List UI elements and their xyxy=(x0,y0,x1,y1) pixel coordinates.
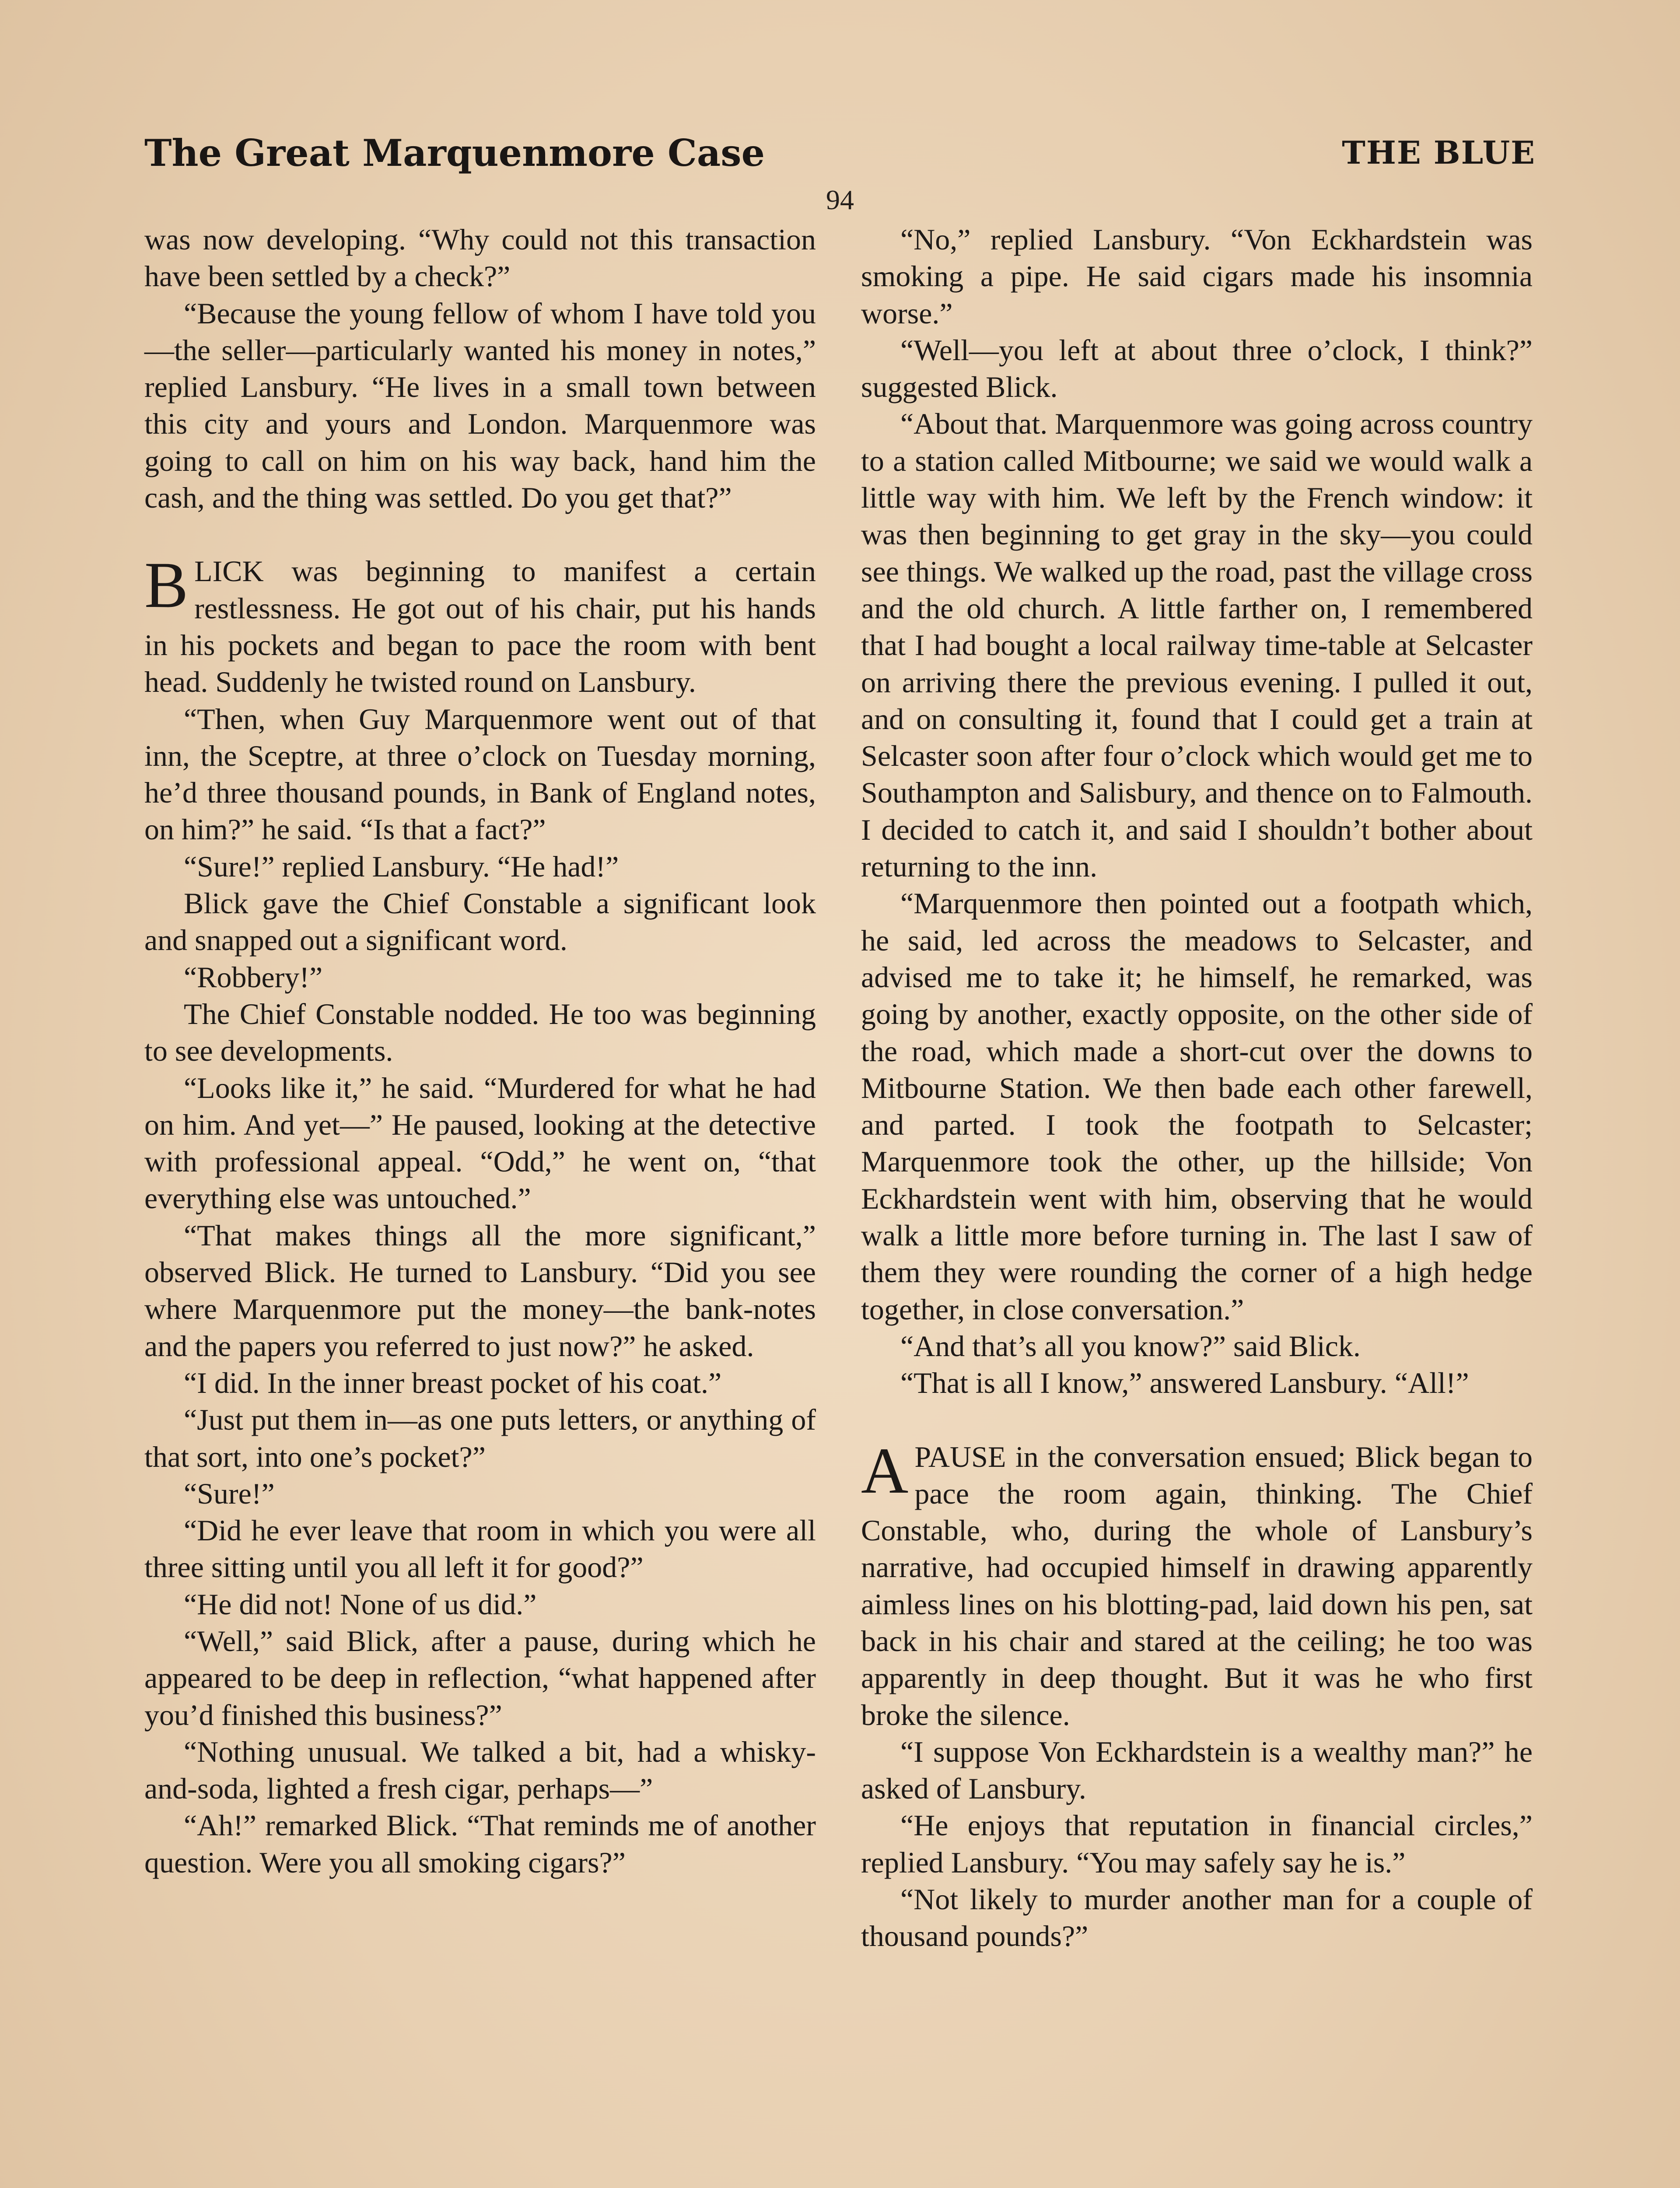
paragraph: “And that’s all you know?” said Blick. xyxy=(900,1329,1361,1363)
paragraph: “Looks like it,” he said. “Murdered for what he had on him. And yet—” He paused, looking at the detective with professional appeal. “Odd,” he went on, “that everything else was untouched.” xyxy=(144,1071,816,1215)
paragraph: “Because the young fellow of whom I have told you—the seller—particularly wanted his money in notes,” replied Lansbury. “He lives in a small town between this city and yours and London. Marquenmore was going to call on him on his way back, hand him the cash, and the thing was settled. Do you get that?” xyxy=(144,296,816,515)
paragraph: “No,” replied Lansbury. “Von Eckhardstein was smoking a pipe. He said cigars made his insomnia worse.” xyxy=(861,223,1533,330)
paragraph: “Nothing unusual. We talked a bit, had a whisky-and-soda, lighted a fresh cigar, perhaps—” xyxy=(144,1735,816,1806)
paragraph: “He did not! None of us did.” xyxy=(184,1587,537,1621)
paragraph: “That makes things all the more significant,” observed Blick. He turned to Lansbury. “Did you see where Marquenmore put the money—the bank-notes and the papers you referred to just now?” he asked. xyxy=(144,1218,816,1363)
story-title: The Great Marquenmore Case xyxy=(144,131,765,175)
paragraph-text: LICK was beginning to manifest a certain restlessness. He got out of his chair, put his hands in his pockets and began to pace the room with bent head. Suddenly he twisted round on Lansbury. xyxy=(144,554,816,699)
paragraph: was now developing. “Why could not this transaction have been settled by a check?” xyxy=(144,223,816,293)
paragraph: “That is all I know,” answered Lansbury. “All!” xyxy=(900,1366,1469,1400)
running-header xyxy=(144,131,1536,193)
paragraph: “He enjoys that reputation in financial circles,” replied Lansbury. “You may safely say he is.” xyxy=(861,1809,1533,1879)
paragraph: “Did he ever leave that room in which you were all three sitting until you all left it for good?” xyxy=(144,1514,816,1584)
paragraph: “Robbery!” xyxy=(184,960,323,994)
left-column xyxy=(144,221,816,1881)
paragraph: “I suppose Von Eckhardstein is a wealthy man?” he asked of Lansbury. xyxy=(861,1735,1533,1806)
section-opening-paragraph xyxy=(144,549,816,700)
paragraph: “Marquenmore then pointed out a footpath which, he said, led across the meadows to Selcaster, and advised me to take it; he himself, he remarked, was going by another, exactly opposite, on the other side of the road, which made a short-cut over the downs to Mitbourne Station. We then bade each other farewell, and parted. I took the footpath to Selcaster; Marquenmore took the other, up the hillside; Von Eckhardstein went with him, observing that he would walk a little more before turning in. The last I saw of them they were rounding the corner of a high hedge together, in close conversation.” xyxy=(861,887,1533,1326)
paragraph: “About that. Marquenmore was going across country to a station called Mitbourne; we said we would walk a little way with him. We left by the French window: it was then beginning to get gray in the sky—you could see things. We walked up the road, past the village cross and the old church. A little farther on, I remembered that I had bought a local railway time-table at Selcaster on arriving there the previous evening. I pulled it out, and on consulting it, found that I could get a train at Selcaster soon after four o’clock which would get me to Southampton and Salisbury, and thence on to Falmouth. I decided to catch it, and said I shouldn’t bother about returning to the inn. xyxy=(861,407,1533,884)
paragraph: “Not likely to murder another man for a couple of thousand pounds?” xyxy=(861,1883,1533,1953)
paragraph: “Just put them in—as one puts letters, or anything of that sort, into one’s pocket?” xyxy=(144,1403,816,1473)
paragraph: “Sure!” xyxy=(184,1476,275,1510)
paragraph: “Then, when Guy Marquenmore went out of that inn, the Sceptre, at three o’clock on Tuesday morning, he’d three thousand pounds, in Bank of England notes, on him?” he said. “Is that a fact?” xyxy=(144,702,816,846)
drop-cap: A xyxy=(861,1434,909,1507)
paragraph: “I did. In the inner breast pocket of his coat.” xyxy=(184,1366,722,1399)
paragraph: “Well—you left at about three o’clock, I think?” suggested Blick. xyxy=(861,333,1533,404)
paragraph: “Well,” said Blick, after a pause, during which he appeared to be deep in reflection, “what happened after you’d finished this business?” xyxy=(144,1624,816,1732)
paragraph-text: PAUSE in the conversation ensued; Blick began to pace the room again, thinking. The Chief Constable, who, during the whole of Lansbury’s narrative, had occupied himself in drawing apparently aimless lines on his blotting-pad, laid down his pen, sat back in his chair and stared at the ceiling; he too was apparently in deep thought. But it was he who first broke the silence. xyxy=(861,1440,1533,1732)
drop-cap: B xyxy=(144,549,189,622)
paragraph: “Sure!” replied Lansbury. “He had!” xyxy=(184,849,619,883)
paragraph: The Chief Constable nodded. He too was beginning to see developments. xyxy=(144,997,816,1068)
paragraph: “Ah!” remarked Blick. “That reminds me of another question. Were you all smoking cigars?” xyxy=(144,1809,816,1879)
paragraph: Blick gave the Chief Constable a significant look and snapped out a significant word. xyxy=(144,887,816,957)
section-opening-paragraph xyxy=(861,1434,1533,1733)
right-column xyxy=(861,221,1533,1955)
magazine-title: THE BLUE xyxy=(1342,134,1536,171)
page-number: 94 xyxy=(826,184,854,215)
